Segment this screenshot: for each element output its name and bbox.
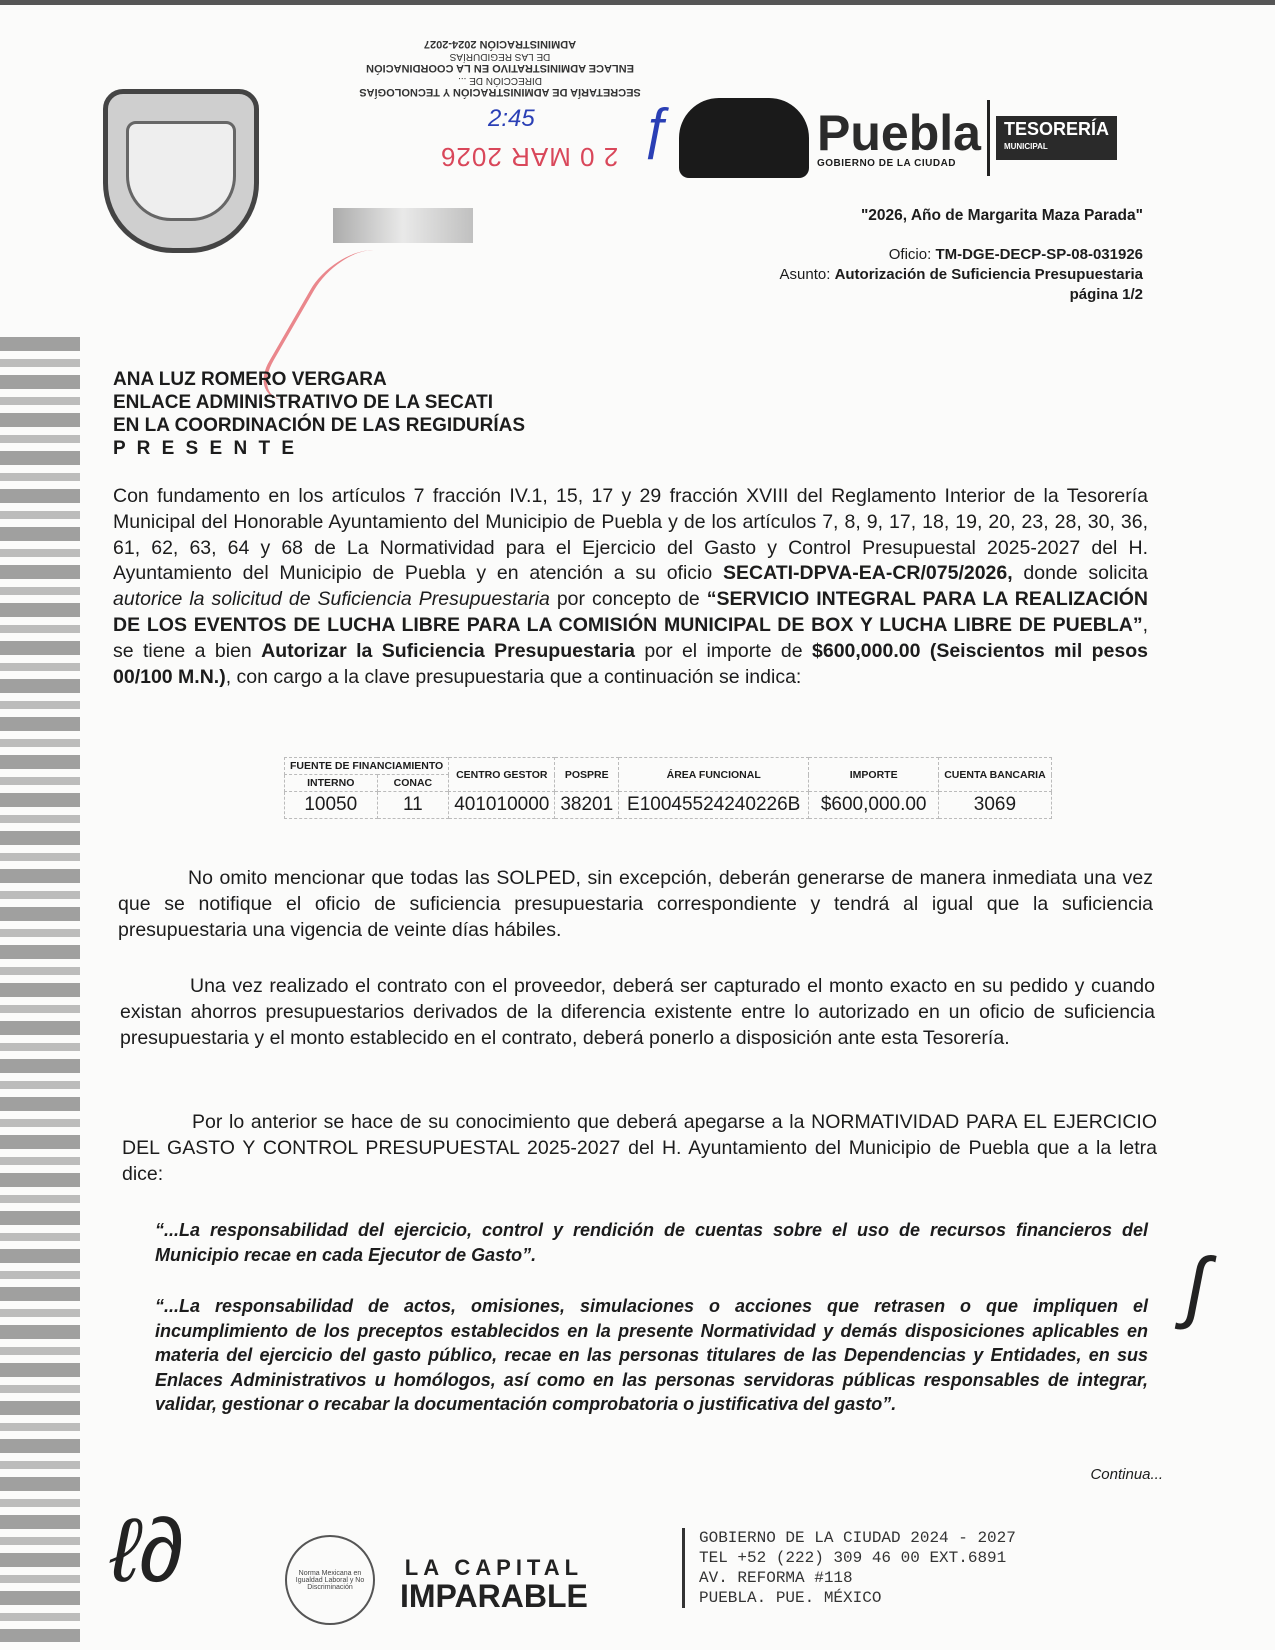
footer-line: TEL +52 (222) 309 46 00 EXT.6891 <box>699 1549 1007 1567</box>
table-cell: $600,000.00 <box>809 792 939 819</box>
puebla-emblem-icon <box>679 98 809 178</box>
paragraph-3: Una vez realizado el contrato con el proveedor, deberá ser capturado el monto exacto en su pedido y cuando existan ahorros presupuestarios derivados de la diferencia existente entre lo autorizado en un oficio de suficiencia presupuestaria y el monto establecido en el contrato, deberá ponerlo a disposición ante esta Tesorería. <box>120 975 1155 1049</box>
stamp-line: DE LAS REGIDURÍAS <box>449 51 551 62</box>
stamp-line: DIRECCIÓN DE ... <box>458 75 542 86</box>
motto: "2026, Año de Margarita Maza Parada" <box>860 207 1143 224</box>
budget-table <box>284 757 1052 819</box>
table-header: CUENTA BANCARIA <box>939 758 1052 792</box>
tesoreria-badge: TESORERÍA MUNICIPAL <box>996 116 1117 160</box>
table-cell: E10045524240226B <box>619 792 809 819</box>
paragraph-4: Por lo anterior se hace de su conocimiento que deberá apegarse a la NORMATIVIDAD PARA EL EJERCICIO DEL GASTO Y CONTROL PRESUPUESTAL 2025-2027 del H. Ayuntamiento del Municipio de Puebla que a la letra dice: <box>122 1111 1157 1185</box>
stamp-line: ENLACE ADMINISTRATIVO EN LA COORDINACIÓN <box>366 62 634 74</box>
footer-line: AV. REFORMA #118 <box>699 1569 853 1587</box>
table-header: CENTRO GESTOR <box>449 758 555 792</box>
la-capital-imparable-logo: LA CAPITAL IMPARABLE <box>400 1555 588 1614</box>
logo-word: Puebla <box>817 104 981 161</box>
oficio-line: Oficio: TM-DGE-DECP-SP-08-031926 <box>888 246 1143 263</box>
scan-edge <box>0 0 1275 5</box>
footer-line: PUEBLA. PUE. MÉXICO <box>699 1589 882 1607</box>
puebla-tesoreria-logo <box>679 95 1143 181</box>
asunto-line: Asunto: Autorización de Suficiencia Presupuestaria <box>779 266 1143 283</box>
table-header: INTERNO <box>285 775 378 792</box>
city-seal-logo <box>103 89 259 253</box>
stamp-time: 2:45 <box>488 105 535 132</box>
paragraph-2: No omito mencionar que todas las SOLPED, sin excepción, deberán generarse de manera inmediata una vez que se notifique el oficio de suficiencia presupuestaria correspondiente y tendrá al igual que la suficiencia presupuestaria una vigencia de veinte días hábiles. <box>118 867 1153 941</box>
stamp-line: SECRETARÍA DE ADMINISTRACIÓN Y TECNOLOGÍAS <box>359 86 641 98</box>
table-cell: 10050 <box>285 792 378 819</box>
stamp-line: ADMINISTRACIÓN 2024-2027 <box>423 38 577 50</box>
equality-certification-badge: Norma Mexicana en Igualdad Laboral y No Discriminación <box>285 1535 375 1625</box>
addressee <box>113 368 525 460</box>
quote-2: “...La responsabilidad de actos, omisiones, simulaciones o acciones que retrasen o que impliquen el incumplimiento de los preceptos establecidos en la presente Normatividad y demás disposiciones aplicables en materia del ejercicio del gasto público, recae en las personas titulares de las Dependencias y Entidades, en sus Enlaces Administrativos u homólogos, así como en las personas servidoras públicas responsables de integrar, validar, gestionar o recabar la documentación comprobatoria o justificativa del gasto”. <box>155 1296 1148 1414</box>
footer-contact <box>682 1528 1016 1608</box>
page-number: página 1/2 <box>1069 286 1143 303</box>
reception-stamp <box>345 38 655 98</box>
decorative-border <box>0 337 80 1642</box>
table-header: FUENTE DE FINANCIAMIENTO <box>285 758 449 775</box>
redacted-area <box>333 208 473 243</box>
table-header: POSPRE <box>555 758 619 792</box>
table-cell: 401010000 <box>449 792 555 819</box>
addressee-name: ANA LUZ ROMERO VERGARA <box>113 369 387 390</box>
table-cell: 38201 <box>555 792 619 819</box>
quote-1: “...La responsabilidad del ejercicio, control y rendición de cuentas sobre el uso de recursos financieros del Municipio recae en cada Ejecutor de Gasto”. <box>155 1220 1148 1265</box>
table-header: IMPORTE <box>809 758 939 792</box>
table-cell: 3069 <box>939 792 1052 819</box>
table-header: CONAC <box>377 775 449 792</box>
table-cell: 11 <box>377 792 449 819</box>
margin-signature: ʃ <box>1185 1241 1209 1330</box>
addressee-title: EN LA COORDINACIÓN DE LAS REGIDURÍAS <box>113 415 526 436</box>
continued-note: Continua... <box>1090 1466 1163 1483</box>
stamp-signature: ƒ <box>640 96 672 159</box>
initials-signature: ℓ∂ <box>110 1501 184 1601</box>
table-row <box>285 792 1052 819</box>
logo-subtitle: GOBIERNO DE LA CIUDAD <box>817 157 957 169</box>
stamp-date: 2 0 MAR 2026 <box>440 142 619 172</box>
paragraph-1: Con fundamento en los artículos 7 fracción IV.1, 15, 17 y 29 fracción XVIII del Reglamento Interior de la Tesorería Municipal del Honorable Ayuntamiento del Municipio de Puebla y de los artículos 7, 8, 9, 17, 18, 19, 20, 23, 28, 30, 36, 61, 62, 63, 64 y 68 de La Normatividad para el Ejercicio del Gasto y Control Presupuestal 2025-2027 del H. Ayuntamiento del Municipio de Puebla y en atención a su oficio SECATI-DPVA-EA-CR/075/2026, donde solicita autorice la solicitud de Suficiencia Presupuestaria por concepto de “SERVICIO INTEGRAL PARA LA REALIZACIÓN DE LOS EVENTOS DE LUCHA LIBRE PARA LA COMISIÓN MUNICIPAL DE BOX Y LUCHA LIBRE DE PUEBLA”, se tiene a bien Autorizar la Suficiencia Presupuestaria por el importe de $600,000.00 (Seiscientos mil pesos 00/100 M.N.), con cargo a la clave presupuestaria que a continuación se indica: <box>113 485 1148 688</box>
greeting: P R E S E N T E <box>113 438 298 459</box>
addressee-title: ENLACE ADMINISTRATIVO DE LA SECATI <box>113 392 493 413</box>
footer-line: GOBIERNO DE LA CIUDAD 2024 - 2027 <box>699 1529 1016 1547</box>
table-header: ÁREA FUNCIONAL <box>619 758 809 792</box>
